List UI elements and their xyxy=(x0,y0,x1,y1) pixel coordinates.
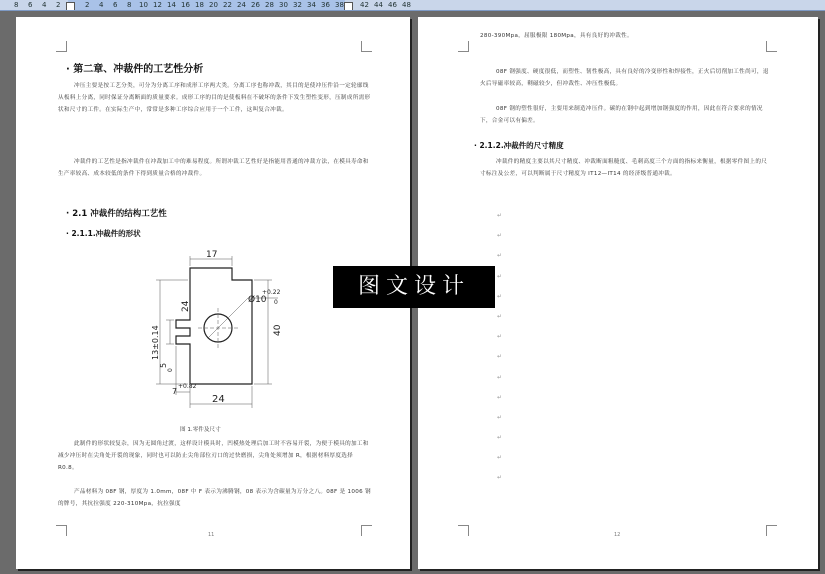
figure-caption: 图 1.零件及尺寸 xyxy=(180,427,221,433)
paragraph-right-2: 08F 钢强度、硬度很低，而塑性、韧性极高，具有良好的冷变形性和焊接性，正火后切削加工性尚可，退火后导磁率较高，剩磁较少，但冲裁性、冲压性极低。 xyxy=(480,69,769,87)
crop-mark xyxy=(766,41,777,52)
dim-bottom-width: 24 xyxy=(212,394,225,405)
dim-bottom-tol: +0.82 xyxy=(178,383,197,390)
ruler-number: 46 xyxy=(388,1,397,9)
section-2-1-1-text: 2.1.1.冲裁件的形状 xyxy=(71,229,141,238)
chapter-title: · 第二章、冲裁件的工艺性分析 xyxy=(66,64,204,75)
right-indent-marker[interactable] xyxy=(344,2,353,11)
dim-bottom-small: 7 xyxy=(172,387,178,396)
crop-mark xyxy=(361,41,372,52)
ruler-number: 6 xyxy=(113,1,118,9)
paragraph-left-1: 冲压主要是按工艺分类，可分为分离工序和成形工序两大类。分离工序也称冲裁，其目的是使冲压件沿一定轮廓线从板料上分离，同时保证分离断面的质量要求。成形工序的目的是使板料在不破坏的条件下发生塑性变形，压制成所需形状和尺寸的工件。在实际生产中，常常是多种工序综合应用于一个工件，这叫复合冲裁。 xyxy=(58,83,371,113)
ruler-right-margin xyxy=(345,0,825,10)
crop-mark xyxy=(458,41,469,52)
watermark-banner: 图文设计 xyxy=(333,266,495,308)
ruler-number: 4 xyxy=(42,1,47,9)
paragraph-right-4: 冲裁件的精度主要以其尺寸精度、冲裁断面粗糙度、毛刺高度三个方面的指标来衡量，根据零件图上的尺寸标注及公差，可以判断属于尺寸精度为 IT12—IT14 的经济级普通冲裁。 xyxy=(480,159,768,177)
ruler-number: 36 xyxy=(321,1,330,9)
section-2-1: · 2.1 冲裁件的结构工艺性 xyxy=(66,209,167,219)
part-drawing xyxy=(148,250,290,412)
paragraph-right-3: 08F 钢的塑性很好，主要用来制造冲压件。碳的在钢中起到增加钢强度的作用，因此在符合要求的情况下，合金可以有偏差。 xyxy=(480,106,763,124)
ruler-number: 12 xyxy=(153,1,162,9)
ruler-number: 20 xyxy=(209,1,218,9)
ruler-number: 8 xyxy=(14,1,19,9)
ruler-number: 34 xyxy=(307,1,316,9)
page-number-right: 12 xyxy=(614,532,621,538)
paragraph-left-4: 产品材料为 08F 钢，厚度为 1.0mm，08F 中 F 表示为沸腾钢，08 表示为含碳量为万分之八。08F 是 1006 钢的牌号，其抗拉强度 220-310Mpa，抗拉强度 xyxy=(58,489,371,507)
crop-mark xyxy=(56,525,67,536)
ruler-number: 6 xyxy=(28,1,33,9)
ruler-number: 16 xyxy=(181,1,190,9)
crop-mark xyxy=(766,525,777,536)
ruler-number: 4 xyxy=(99,1,104,9)
section-2-1-1: · 2.1.1.冲裁件的形状 xyxy=(66,229,141,238)
paragraph-left-3: 此制件的形状较复杂，因为无圆角过渡，这样设计模具时，凹模热处理后加工时不容易开裂，为便于模具的加工和减少冲压时在尖角处开裂的现象，同时也可以防止尖角部位刃口的过快磨损，尖角处须增加 R，根据材料厚度选择 R0.8。 xyxy=(58,441,369,471)
ruler-number: 44 xyxy=(374,1,383,9)
ruler-number: 22 xyxy=(223,1,232,9)
ruler-number: 38 xyxy=(335,1,344,9)
paragraph-left-2: 冲裁件的工艺性是指冲裁件在冲裁加工中的难易程度。所谓冲裁工艺性好是指能用普通的冲裁方法，在模具寿命和生产率较高、成本较低的条件下得到质量合格的冲裁件。 xyxy=(58,159,369,177)
crop-mark xyxy=(361,525,372,536)
ruler-number: 26 xyxy=(251,1,260,9)
ruler-number: 42 xyxy=(360,1,369,9)
dim-height-left: 24 xyxy=(181,300,191,312)
ruler-number: 30 xyxy=(279,1,288,9)
dim-slot-small: 5 xyxy=(159,362,168,368)
crop-mark xyxy=(458,525,469,536)
ruler-number: 18 xyxy=(195,1,204,9)
ruler-number: 10 xyxy=(139,1,148,9)
left-indent-marker[interactable] xyxy=(66,2,75,11)
dim-hole-tol-zero: 0 xyxy=(274,299,278,306)
ruler-number: 24 xyxy=(237,1,246,9)
section-2-1-2-text: 2.1.2.冲裁件的尺寸精度 xyxy=(479,141,564,150)
ruler-number: 14 xyxy=(167,1,176,9)
ruler-number: 8 xyxy=(127,1,132,9)
crop-mark xyxy=(56,41,67,52)
section-2-1-2: · 2.1.2.冲裁件的尺寸精度 xyxy=(474,141,564,150)
ruler-number: 28 xyxy=(265,1,274,9)
ruler-number: 48 xyxy=(402,1,411,9)
section-2-1-text: 2.1 冲裁件的结构工艺性 xyxy=(72,209,167,219)
ruler-number: 2 xyxy=(56,1,61,9)
ruler-number: 2 xyxy=(85,1,90,9)
dim-slot-pos: 13±0.14 xyxy=(151,325,160,360)
dim-height-right: 40 xyxy=(273,324,283,336)
page-number-left: 11 xyxy=(208,532,215,538)
dim-top-width: 17 xyxy=(206,250,218,260)
dim-hole-tol-plus: +0.22 xyxy=(262,289,281,296)
horizontal-ruler[interactable] xyxy=(0,0,825,11)
empty-paragraph-marks: ↵ ↵ ↵ ↵ ↵ ↵ ↵ ↵ ↵ ↵ ↵ ↵ ↵ ↵ xyxy=(497,212,503,482)
dim-hole-dia: Ø10 xyxy=(248,295,267,305)
dim-slot-small-tol: 0 xyxy=(167,368,174,372)
ruler-number: 32 xyxy=(293,1,302,9)
paragraph-right-1: 280-390Mpa，屈服极限 180Mpa，具有良好的冲裁性。 xyxy=(480,33,633,39)
chapter-title-text: 第二章、冲裁件的工艺性分析 xyxy=(73,64,204,75)
